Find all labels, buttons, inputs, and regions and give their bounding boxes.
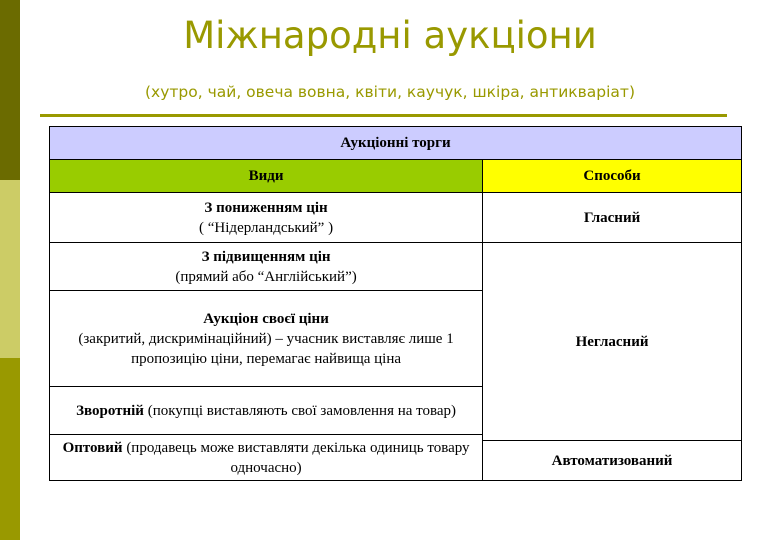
auction-type-name: Оптовий	[62, 439, 123, 456]
method-cell: Негласний	[483, 243, 742, 441]
column-header-methods: Способи	[483, 160, 742, 193]
auction-type-desc: (прямий або “Англійський”)	[175, 268, 357, 285]
method-cell: Автоматизований	[483, 441, 742, 481]
auction-type-cell	[50, 387, 483, 435]
table-header-row	[50, 127, 742, 160]
page-subtitle: (хутро, чай, овеча вовна, квіти, каучук, шкіра, антикваріат)	[145, 83, 635, 101]
auction-type-cell	[50, 193, 483, 243]
auction-type-desc: (покупці виставляють свої замовлення на товар)	[143, 402, 457, 419]
auction-type-name: Зворотній	[76, 402, 144, 419]
auction-type-cell	[50, 243, 483, 291]
column-header-types: Види	[50, 160, 483, 193]
auction-type-desc: (закритий, дискримінаційний) – учасник виставляє лише 1 пропозицію ціни, перемагає найвища ціна	[78, 330, 454, 367]
side-bar-middle	[0, 180, 20, 358]
auction-type-cell	[50, 435, 483, 481]
page-title: Міжнародні аукціони	[183, 14, 597, 57]
column-headers-row	[50, 160, 742, 193]
table-header: Аукціонні торги	[50, 127, 742, 160]
auction-table	[49, 126, 742, 481]
auction-type-desc: ( “Нідерландський” )	[199, 219, 334, 236]
auction-type-cell	[50, 291, 483, 387]
auction-type-name: З пониженням цін	[204, 199, 328, 216]
method-cell: Гласний	[483, 193, 742, 243]
table-row	[50, 193, 742, 243]
title-divider	[40, 114, 727, 117]
table-row	[50, 243, 742, 291]
auction-type-name: З підвищенням цін	[201, 248, 331, 265]
side-bar-bottom	[0, 358, 20, 540]
auction-type-desc: (продавець може виставляти декілька одиниць товару одночасно)	[122, 439, 470, 476]
auction-type-name: Аукціон своєї ціни	[203, 310, 329, 327]
